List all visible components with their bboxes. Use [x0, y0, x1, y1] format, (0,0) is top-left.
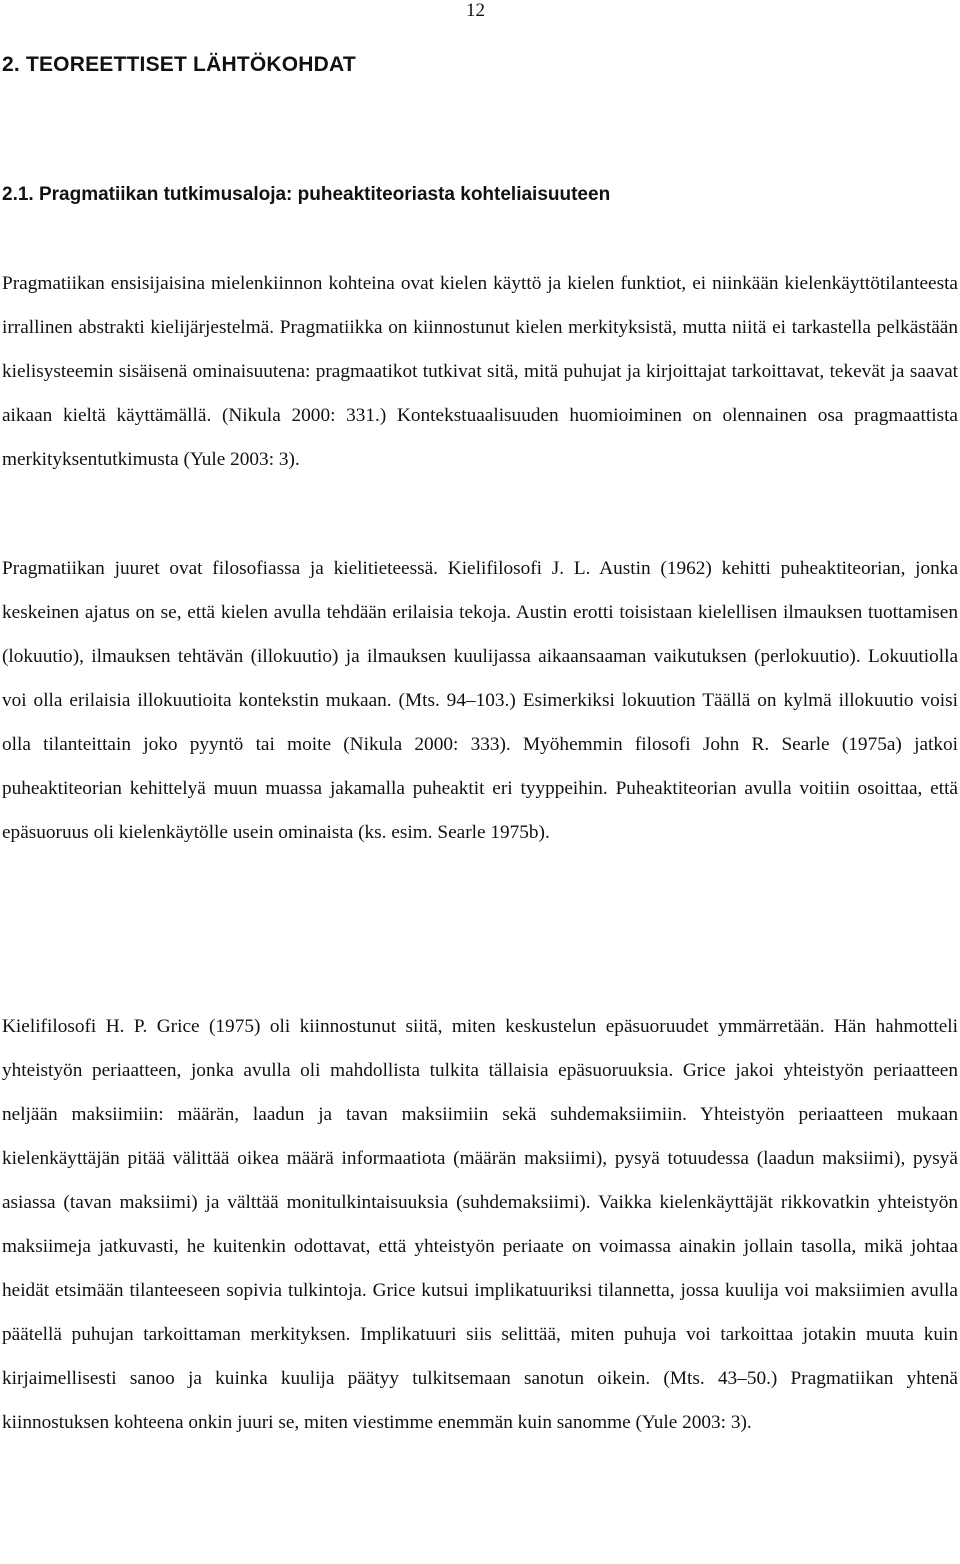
body-paragraph-1: Pragmatiikan ensisijaisina mielenkiinnon kohteina ovat kielen käyttö ja kielen funktiot, ei niinkään kielenkäyttötilanteesta irrallinen abstrakti kielijärjestelmä. Pragmatiikka on kiinnostunut kielen merkityksistä, mutta niitä ei tarkastella pelkästään kielisysteemin sisäisenä ominaisuutena: pragmaatikot tutkivat sitä, mitä puhujat ja kirjoittajat tarkoittavat, tekevät ja saavat aikaan kieltä käyttämällä. (Nikula 2000: 331.) Kontekstuaalisuuden huomioiminen on olennainen osa pragmaattista merkityksentutkimusta (Yule 2003: 3). — [2, 273, 958, 470]
section-heading: 2.1. Pragmatiikan tutkimusaloja: puheaktiteoriasta kohteliaisuuteen — [2, 184, 611, 205]
body-paragraph-2: Pragmatiikan juuret ovat filosofiassa ja kielitieteessä. Kielifilosofi J. L. Austin (1962) kehitti puheaktiteorian, jonka keskeinen ajatus on se, että kielen avulla tehdään erilaisia tekoja. Austin erotti toisistaan kielellisen ilmauksen tuottamisen (lokuutio), ilmauksen tehtävän (illokuutio) ja ilmauksen kuulijassa aikaansaaman vaikutuksen (perlokuutio). Lokuutiolla voi olla erilaisia illokuutioita kontekstin mukaan. (Mts. 94–103.) Esimerkiksi lokuution Täällä on kylmä illokuutio voisi olla tilanteittain joko pyyntö tai moite (Nikula 2000: 333). Myöhemmin filosofi John R. Searle (1975a) jatkoi puheaktiteorian kehittelyä muun muassa jakamalla puheaktit eri tyyppeihin. Puheaktiteorian avulla voitiin osoittaa, että epäsuoruus oli kielenkäytölle usein ominaista (ks. esim. Searle 1975b). — [2, 558, 958, 843]
chapter-heading: 2. TEOREETTISET LÄHTÖKOHDAT — [2, 53, 356, 76]
body-paragraph-3: Kielifilosofi H. P. Grice (1975) oli kiinnostunut siitä, miten keskustelun epäsuoruudet ymmärretään. Hän hahmotteli yhteistyön periaatteen, jonka avulla oli mahdollista tulkita tällaisia epäsuoruuksia. Grice jakoi yhteistyön periaatteen neljään maksiimiin: määrän, laadun ja tavan maksiimiin sekä suhdemaksiimiin. Yhteistyön periaatteen mukaan kielenkäyttäjän pitää välittää oikea määrä informaatiota (määrän maksiimi), pysyä totuudessa (laadun maksiimi), pysyä asiassa (tavan maksiimi) ja välttää monitulkintaisuuksia (suhdemaksiimi). Vaikka kielenkäyttäjät rikkovatkin yhteistyön maksiimeja jatkuvasti, he kuitenkin odottavat, että yhteistyön periaate on voimassa ainakin jollain tasolla, mikä johtaa heidät etsimään tilanteeseen sopivia tulkintoja. Grice kutsui implikatuuriksi tilannetta, jossa kuulija voi maksiimien avulla päätellä puhujan tarkoittaman merkityksen. Implikatuuri siis selittää, miten puhuja voi tarkoittaa jotakin muuta kuin kirjaimellisesti sanoo ja kuinka kuulija päätyy tulkitsemaan sanotun oikein. (Mts. 43–50.) Pragmatiikan yhtenä kiinnostuksen kohteena onkin juuri se, miten viestimme enemmän kuin sanomme (Yule 2003: 3). — [2, 1016, 958, 1433]
page-number: 12 — [466, 0, 485, 21]
